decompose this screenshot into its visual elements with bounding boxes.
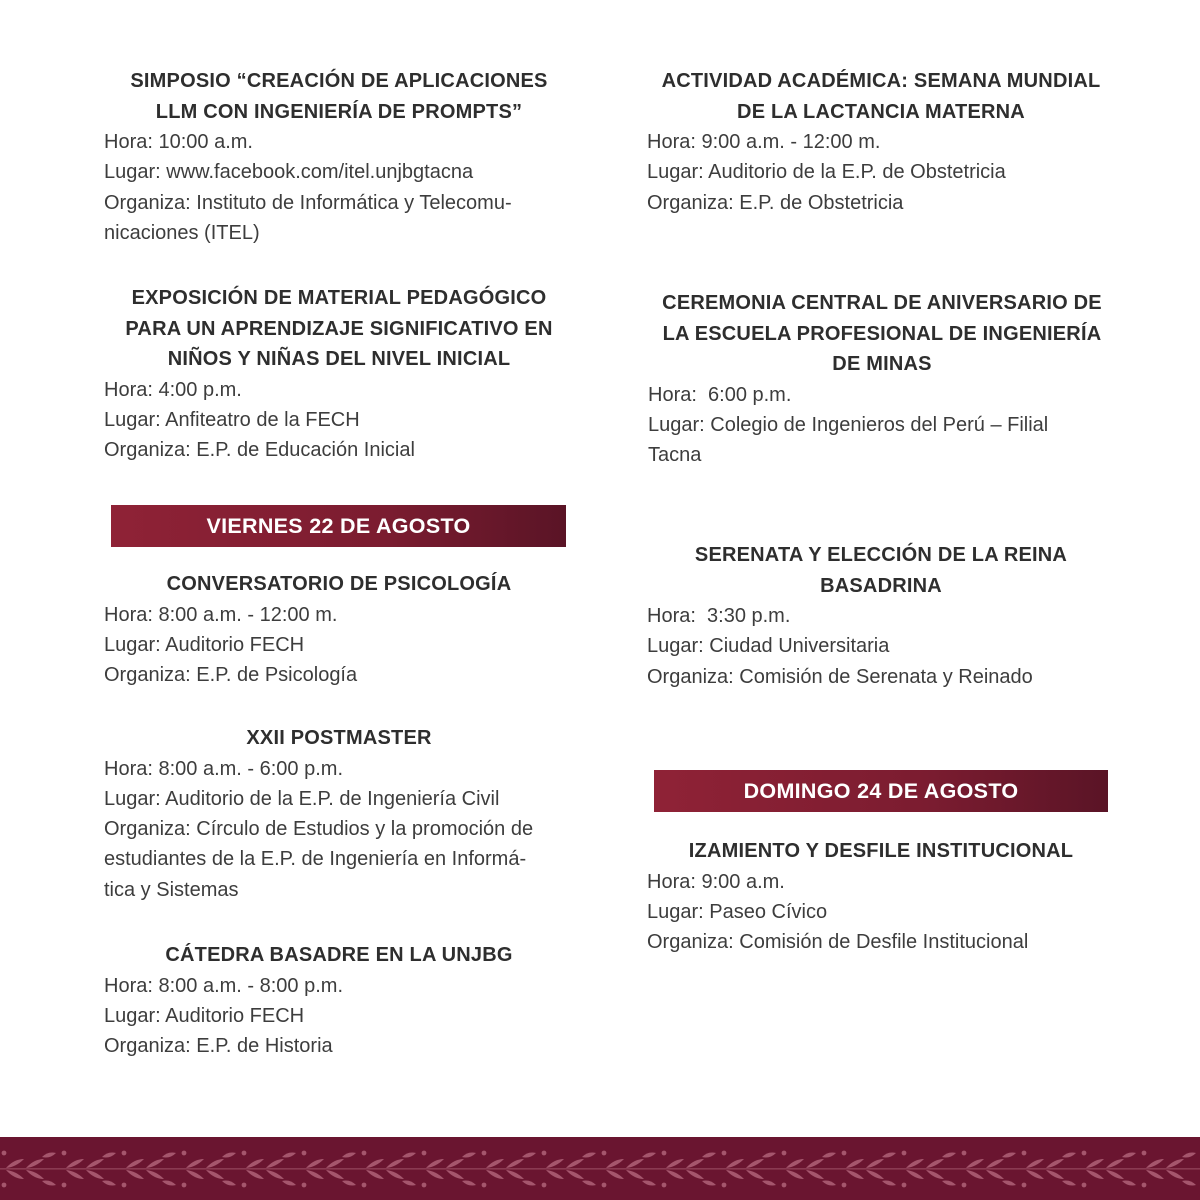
event-organiza: Organiza: E.P. de Historia <box>104 1035 333 1058</box>
event-simposio-llm <box>104 66 574 248</box>
event-hora: Hora: 4:00 p.m. <box>104 378 242 401</box>
event-title: SIMPOSIO “CREACIÓN DE APLICACIONES LLM CON INGENIERÍA DE PROMPTS” <box>130 70 548 123</box>
footer-band <box>0 1137 1200 1200</box>
event-title: IZAMIENTO Y DESFILE INSTITUCIONAL <box>688 840 1074 862</box>
event-serenata-reina <box>647 540 1115 692</box>
event-organiza: Organiza: Comisión de Serenata y Reinado <box>647 665 1033 688</box>
event-lugar: Lugar: Colegio de Ingenieros del Perú – Filial <box>648 413 1049 436</box>
event-title: ACTIVIDAD ACADÉMICA: SEMANA MUNDIAL DE LA LACTANCIA MATERNA <box>661 70 1101 123</box>
event-hora: Hora: 10:00 a.m. <box>104 131 253 153</box>
event-hora: Hora: 9:00 a.m. <box>647 870 785 893</box>
event-ceremonia-minas <box>648 288 1116 470</box>
event-organiza: Organiza: Comisión de Desfile Institucional <box>647 931 1029 954</box>
event-lugar: Lugar: Auditorio FECH <box>104 633 305 656</box>
event-lugar: Lugar: Auditorio FECH <box>104 1004 305 1027</box>
event-organiza: Organiza: Instituto de Informática y Telecomu- <box>104 191 512 214</box>
event-title: CONVERSATORIO DE PSICOLOGÍA <box>166 573 512 595</box>
event-organiza: Organiza: E.P. de Obstetricia <box>647 191 904 214</box>
event-hora: Hora: 6:00 p.m. <box>648 383 792 406</box>
event-title: SERENATA Y ELECCIÓN DE LA REINA BASADRINA <box>694 544 1068 597</box>
event-exposicion-material <box>104 283 574 465</box>
event-lugar: Lugar: www.facebook.com/itel.unjbgtacna <box>104 161 474 184</box>
event-hora: Hora: 9:00 a.m. - 12:00 m. <box>647 131 881 153</box>
event-lugar: Lugar: Ciudad Universitaria <box>647 635 890 658</box>
event-lugar: Lugar: Auditorio de la E.P. de Ingeniería Civil <box>104 787 500 810</box>
event-organiza-cont: nicaciones (ITEL) <box>104 221 260 244</box>
event-hora: Hora: 3:30 p.m. <box>647 605 791 627</box>
event-title: CÁTEDRA BASADRE EN LA UNJBG <box>165 944 513 966</box>
leaf-vine-icon <box>0 1137 1200 1200</box>
event-lugar-cont: Tacna <box>648 444 702 467</box>
event-xxii-postmaster <box>104 723 574 905</box>
event-conversatorio-psicologia <box>104 569 574 690</box>
event-hora: Hora: 8:00 a.m. - 8:00 p.m. <box>104 974 343 997</box>
day-banner-viernes: VIERNES 22 DE AGOSTO <box>111 505 566 547</box>
event-lugar: Lugar: Paseo Cívico <box>647 900 828 923</box>
event-semana-lactancia <box>647 66 1115 218</box>
event-hora: Hora: 8:00 a.m. - 12:00 m. <box>104 603 338 626</box>
event-organiza-cont: estudiantes de la E.P. de Ingeniería en Informá- <box>104 848 527 871</box>
event-izamiento-desfile <box>647 836 1115 957</box>
event-title: CEREMONIA CENTRAL DE ANIVERSARIO DE LA ESCUELA PROFESIONAL DE INGENIERÍA DE MINAS <box>662 292 1102 375</box>
event-catedra-basadre <box>104 940 574 1061</box>
event-title: XXII POSTMASTER <box>246 727 432 749</box>
event-hora: Hora: 8:00 a.m. - 6:00 p.m. <box>104 757 343 780</box>
event-organiza: Organiza: E.P. de Educación Inicial <box>104 439 415 462</box>
event-organiza: Organiza: Círculo de Estudios y la promoción de <box>104 818 534 841</box>
day-banner-domingo: DOMINGO 24 DE AGOSTO <box>654 770 1108 812</box>
event-lugar: Lugar: Auditorio de la E.P. de Obstetricia <box>647 161 1006 184</box>
event-organiza-cont: tica y Sistemas <box>104 878 239 901</box>
event-title: EXPOSICIÓN DE MATERIAL PEDAGÓGICO PARA UN APRENDIZAJE SIGNIFICATIVO EN NIÑOS Y NIÑAS DEL NIVEL INICIAL <box>125 287 553 370</box>
event-organiza: Organiza: E.P. de Psicología <box>104 664 358 687</box>
event-lugar: Lugar: Anfiteatro de la FECH <box>104 408 360 431</box>
